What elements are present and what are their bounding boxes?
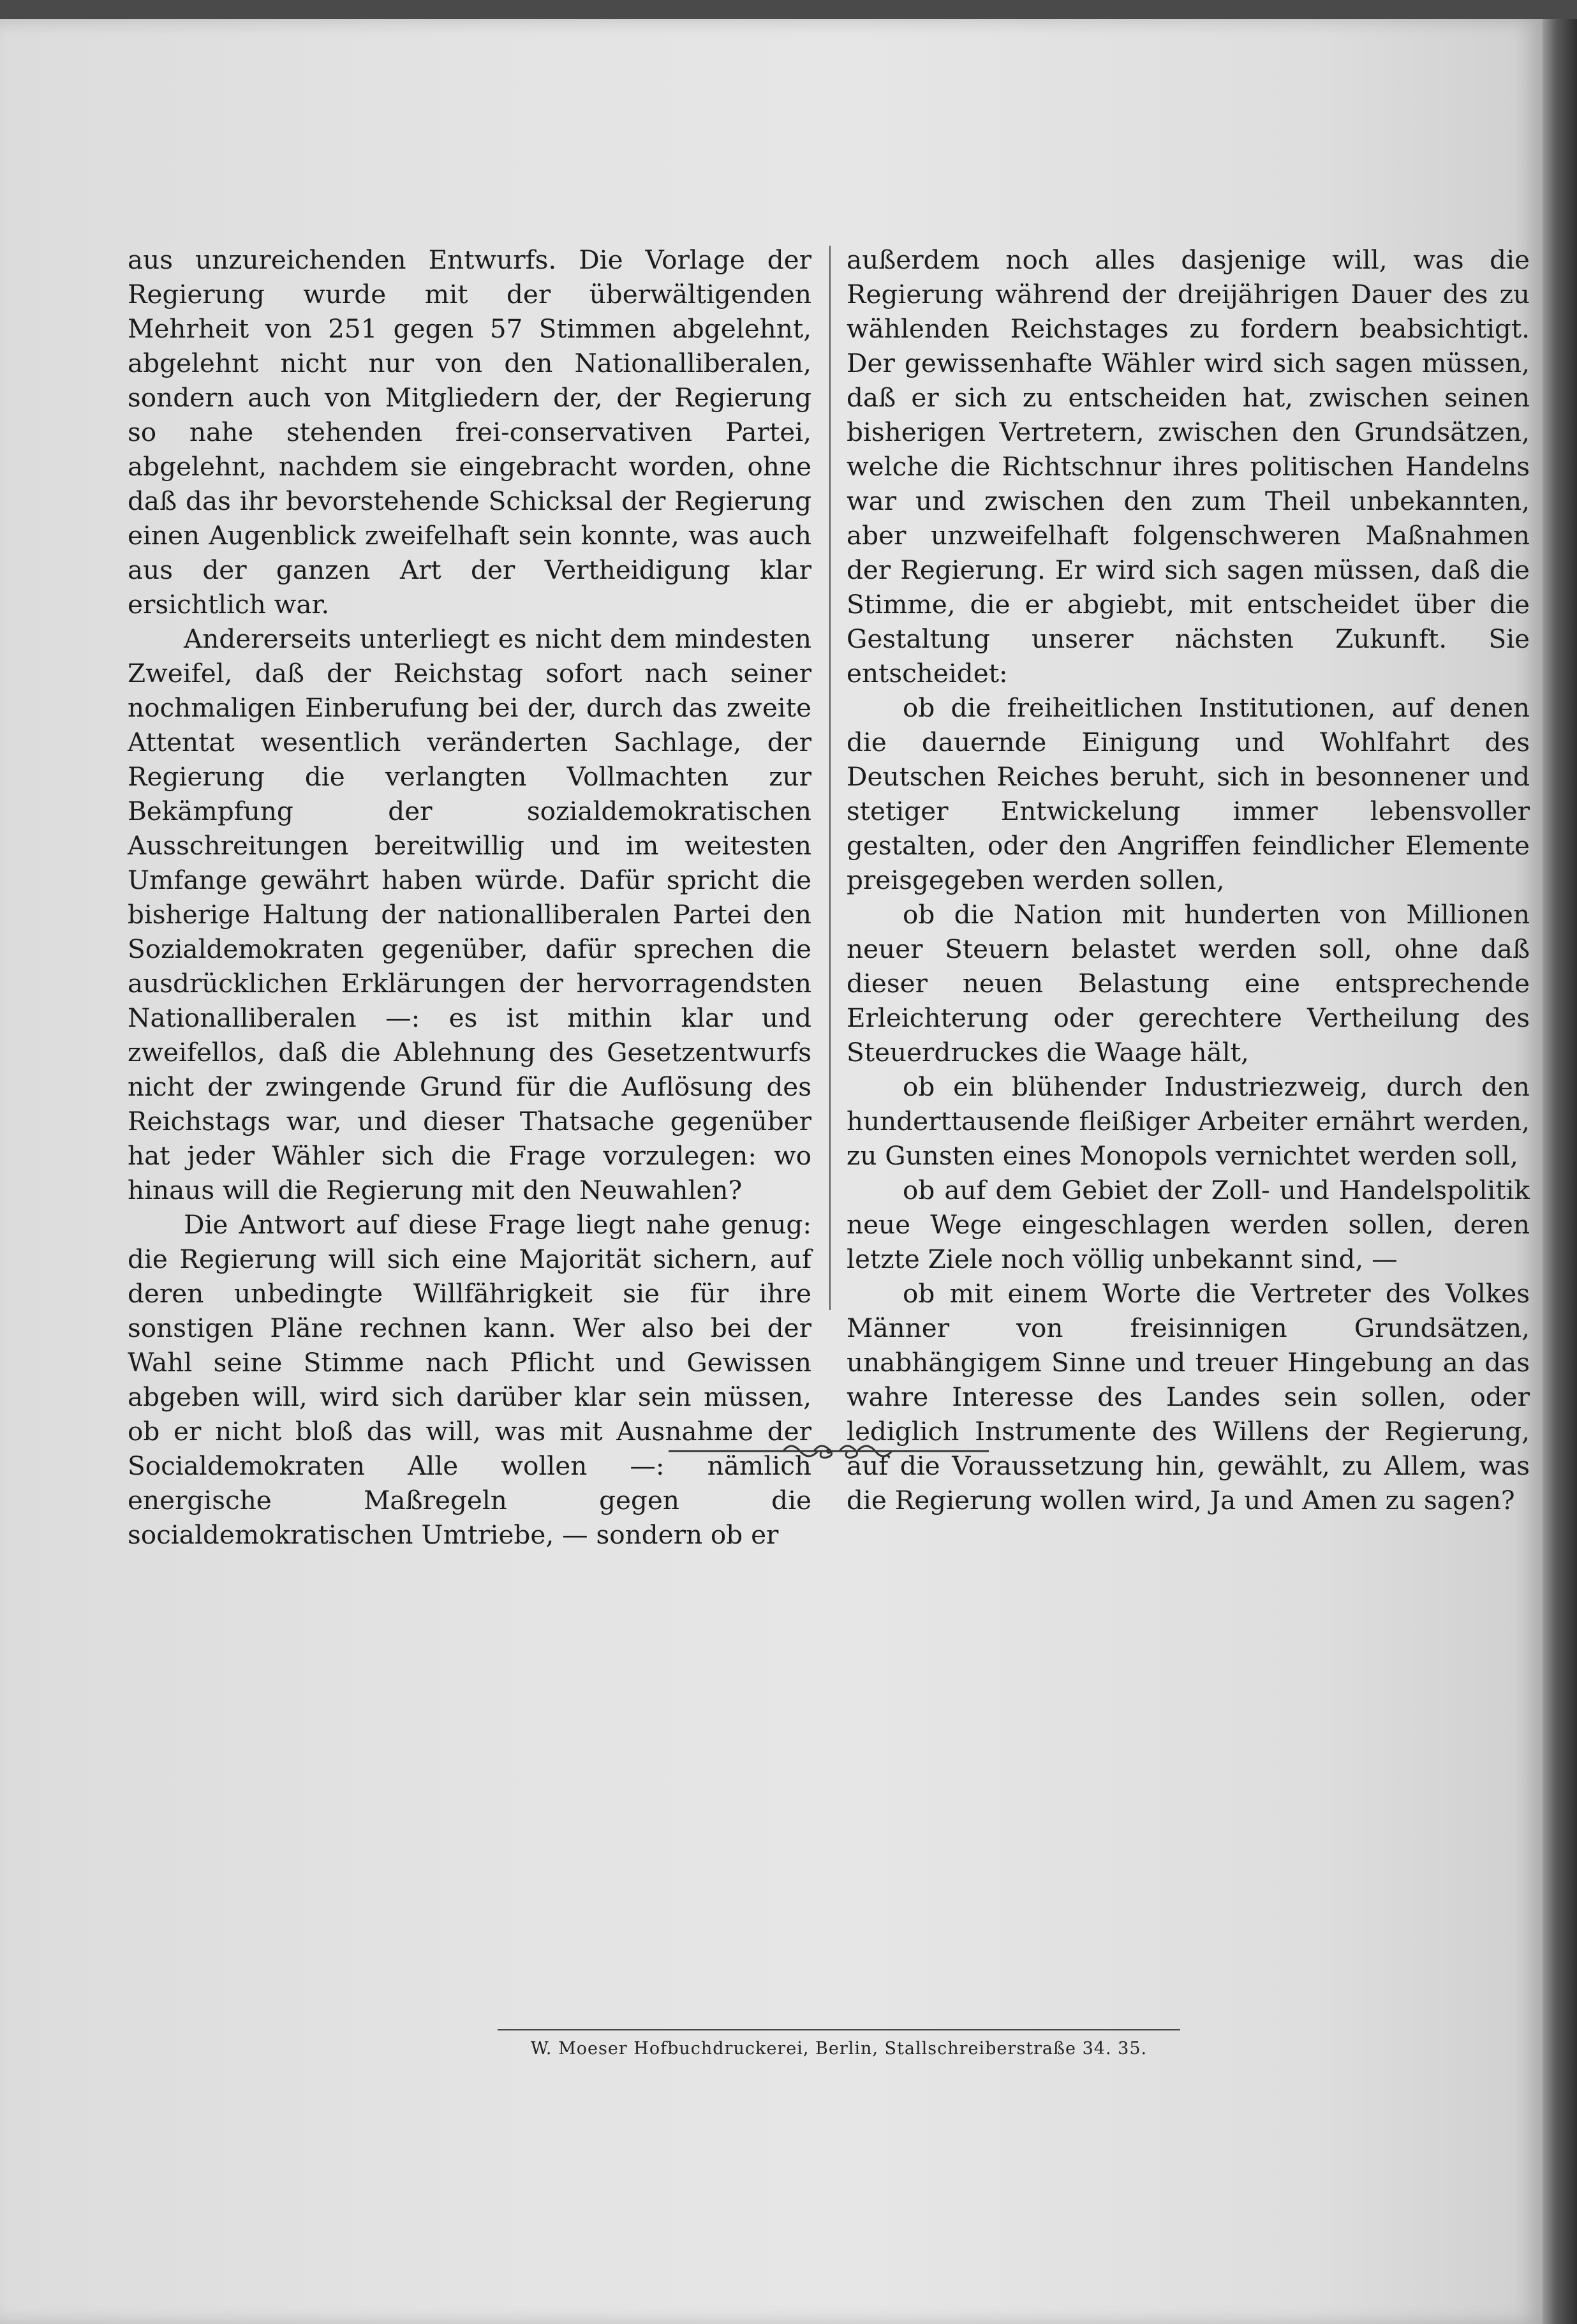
- right-paragraph-5: ob auf dem Gebiet der Zoll- und Handelspolitik neue Wege eingeschlagen werden sollen, deren letzte Ziele noch völlig unbekannt sind, —: [847, 1175, 1530, 1274]
- right-text-column: [847, 242, 1530, 1517]
- right-paragraph-2: ob die freiheitlichen Institutionen, auf denen die dauernde Einigung und Wohlfahrt des Deutschen Reiches beruht, sich in besonnener und stetiger Entwickelung immer lebensvoller gestalten, oder den Angriffen feindlicher Elemente preisgegeben werden sollen,: [847, 692, 1530, 895]
- right-paragraph-4: ob ein blühender Industriezweig, durch den hunderttausende fleißiger Arbeiter ernährt werden, zu Gunsten eines Monopols vernichtet werden soll,: [847, 1071, 1530, 1171]
- scan-top-edge: [0, 0, 1577, 19]
- right-paragraph-1: außerdem noch alles dasjenige will, was die Regierung während der dreijährigen Dauer des zu wählenden Reichstages zu fordern beabsichtigt. Der gewissenhafte Wähler wird sich sagen müssen, daß er sich zu entscheiden hat, zwischen seinen bisherigen Vertretern, zwischen den Grundsätzen, welche die Richtschnur ihres politischen Handelns war und zwischen den zum Theil unbekannten, aber unzweifelhaft folgenschweren Maßnahmen der Regierung. Er wird sich sagen müssen, daß die Stimme, die er abgiebt, mit entscheidet über die Gestaltung unserer nächsten Zukunft. Sie entscheidet:: [847, 244, 1530, 689]
- left-paragraph-1: aus unzureichenden Entwurfs. Die Vorlage der Regierung wurde mit der überwältigenden Mehrheit von 251 gegen 57 Stimmen abgelehnt, abgelehnt nicht nur von den Nationalliberalen, sondern auch von Mitgliedern der, der Regierung so nahe stehenden frei-conservativen Partei, abgelehnt, nachdem sie eingebracht worden, ohne daß das ihr bevorstehende Schicksal der Regierung einen Augenblick zweifelhaft sein konnte, was auch aus der ganzen Art der Vertheidigung klar ersichtlich war.: [128, 244, 811, 620]
- left-text-column: [128, 242, 811, 1552]
- ornament-divider: [669, 1437, 989, 1463]
- printer-imprint: W. Moeser Hofbuchdruckerei, Berlin, Stallschreiberstraße 34. 35.: [530, 2039, 1148, 2059]
- scan-right-edge: [1543, 19, 1577, 2324]
- left-paragraph-3: Die Antwort auf diese Frage liegt nahe genug: die Regierung will sich eine Majorität sichern, auf deren unbedingte Willfährigkeit sie für ihre sonstigen Pläne rechnen kann. Wer also bei der Wahl seine Stimme nach Pflicht und Gewissen abgeben will, wird sich darüber klar sein müssen, ob er nicht bloß das will, was mit Ausnahme der Socialdemokraten Alle wollen —: nämlich energische Maßregeln gegen die socialdemokratischen Umtriebe, — sondern ob er: [128, 1209, 811, 1550]
- left-paragraph-2: Andererseits unterliegt es nicht dem mindesten Zweifel, daß der Reichstag sofort nach seiner nochmaligen Einberufung bei der, durch das zweite Attentat wesentlich veränderten Sachlage, der Regierung die verlangten Vollmachten zur Bekämpfung der sozialdemokratischen Ausschreitungen bereitwillig und im weitesten Umfange gewährt haben würde. Dafür spricht die bisherige Haltung der nationalliberalen Partei den Sozialdemokraten gegenüber, dafür sprechen die ausdrücklichen Erklärungen der hervorragendsten Nationalliberalen —: es ist mithin klar und zweifellos, daß die Ablehnung des Gesetzentwurfs nicht der zwingende Grund für die Auflösung des Reichstags war, und dieser Thatsache gegenüber hat jeder Wähler sich die Frage vorzulegen: wo hinaus will die Regierung mit den Neuwahlen?: [128, 623, 811, 1205]
- column-divider: [829, 246, 831, 1310]
- right-paragraph-3: ob die Nation mit hunderten von Millionen neuer Steuern belastet werden soll, ohne daß dieser neuen Belastung eine entsprechende Erleichterung oder gerechtere Vertheilung des Steuerdruckes die Waage hält,: [847, 899, 1530, 1068]
- footer-rule: [498, 2029, 1180, 2030]
- right-paragraph-6: ob mit einem Worte die Vertreter des Volkes Männer von freisinnigen Grundsätzen, unabhängigem Sinne und treuer Hingebung an das wahre Interesse des Landes sein sollen, oder lediglich Instrumente des Willens der Regierung, auf die Voraussetzung hin, gewählt, zu Allem, was die Regierung wollen wird, Ja und Amen zu sagen?: [847, 1278, 1530, 1516]
